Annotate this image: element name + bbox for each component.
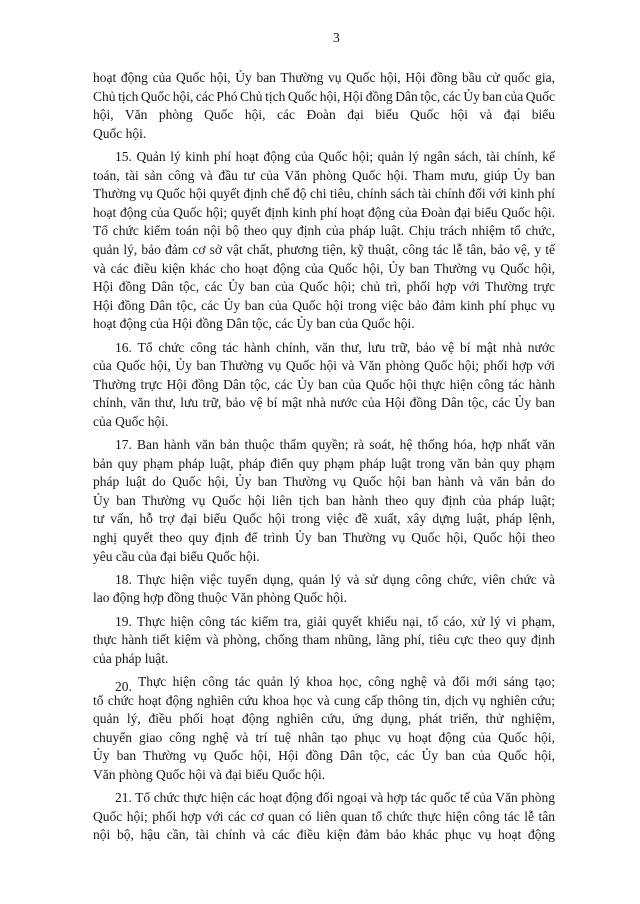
text-line: hoạt động của Quốc hội; quyết định kinh phí hoạt động của Đoàn đại biểu Quốc hội.	[93, 204, 555, 220]
clause-19	[93, 613, 555, 669]
line-text: Thực hiện công tác quản lý khoa học, công nghệ và đổi mới sáng tạo;	[137, 673, 555, 689]
text-line: hội, Văn phòng Quốc hội, các Đoàn đại biểu Quốc hội và đại biểu	[93, 107, 555, 123]
clause-number: 20.	[115, 678, 132, 694]
text-line: bản quy phạm pháp luật, pháp điển quy phạm pháp luật trong văn bản quy phạm	[93, 455, 555, 471]
text-line: hoạt động của Quốc hội, Ủy ban Thường vụ Quốc hội, Hội đồng bầu cử quốc gia,	[93, 70, 555, 85]
text-line: Hội đồng Dân tộc, các Ủy ban của Quốc hội; chủ trì, phối hợp với Thường trực	[93, 279, 555, 295]
clause-17	[93, 436, 555, 566]
text-line: chuyển giao công nghệ và trí tuệ nhân tạo phục vụ hoạt động của Quốc hội,	[93, 729, 555, 745]
text-line	[93, 613, 555, 632]
text-line: nội bộ, hậu cần, tài chính và các điều kiện đảm bảo khác phục vụ hoạt động	[93, 827, 555, 843]
text-line: Chủ tịch Quốc hội, các Phó Chủ tịch Quốc hội, Hội đồng Dân tộc, các Ủy ban của Quốc	[93, 88, 555, 104]
text-line: nghị quyết theo quy định để trình Ủy ban Thường vụ Quốc hội, Quốc hội theo	[93, 530, 555, 546]
text-line: chính, văn thư, lưu trữ, bảo vệ bí mật nhà nước của Hội đồng Dân tộc, các Ủy ban	[93, 395, 555, 411]
clause-number: 15.	[115, 148, 132, 164]
text-line: tư vấn, hỗ trợ đại biểu Quốc hội trong việc đề xuất, xây dựng luật, pháp lệnh,	[93, 511, 555, 527]
clause-15	[93, 148, 555, 334]
clause-21	[93, 789, 555, 845]
text-line	[93, 789, 555, 808]
text-line: Hội đồng Dân tộc, các Ủy ban của Quốc hội trong việc bảo đảm kinh phí phục vụ	[93, 297, 555, 313]
text-line: pháp luật do Quốc hội, Ủy ban Thường vụ Quốc hội ban hành và văn bản do	[93, 474, 555, 490]
text-line: Ủy ban Thường vụ Quốc hội, Hội đồng Dân tộc, các Ủy ban của Quốc hội,	[93, 748, 555, 764]
text-line: Thường trực Hội đồng Dân tộc, các Ủy ban của Quốc hội thực hiện công tác hành	[93, 376, 555, 392]
text-line: lao động hợp đồng thuộc Văn phòng Quốc hội.	[93, 590, 347, 606]
text-line: Thường vụ Quốc hội quyết định chế độ chi tiêu, chính sách tài chính đối với kinh phí	[93, 186, 555, 202]
text-line: tổ chức hoạt động nghiên cứu khoa học và cung cấp thông tin, dịch vụ nghiên cứu;	[93, 692, 555, 708]
text-line	[93, 571, 555, 590]
text-line: quản lý, bảo đảm cơ sở vật chất, phương tiện, kỹ thuật, công tác lễ tân, bảo vệ, y tế	[93, 241, 555, 257]
line-text: Quản lý kinh phí hoạt động của Quốc hội; quản lý ngân sách, tài chính, kế	[136, 148, 555, 164]
clause-18	[93, 571, 555, 608]
text-line: toán, tài sản công và đầu tư của Văn phòng Quốc hội. Tham mưu, giúp Ủy ban	[93, 167, 555, 183]
text-line	[93, 339, 555, 358]
text-line: quản lý, điều phối hoạt động nghiên cứu, ứng dụng, phát triển, thử nghiệm,	[93, 711, 555, 727]
clause-number: 18.	[115, 571, 132, 587]
clause-number: 16.	[115, 339, 132, 355]
text-line: và các điều kiện khác cho hoạt động của Quốc hội, Ủy ban Thường vụ Quốc hội,	[93, 260, 555, 276]
page-number: 3	[333, 30, 340, 45]
line-text: Tổ chức thực hiện các hoạt động đối ngoại và hợp tác quốc tế của Văn phòng	[135, 790, 555, 806]
text-line: hoạt động của Hội đồng Dân tộc, các Ủy ban của Quốc hội.	[93, 316, 415, 332]
text-line: của pháp luật.	[93, 650, 169, 666]
text-line: Tổ chức kiểm toán nội bộ theo quy định của pháp luật. Chịu trách nhiệm tổ chức,	[93, 223, 555, 239]
text-line: Văn phòng Quốc hội và đại biểu Quốc hội.	[93, 766, 326, 782]
text-line	[93, 148, 555, 167]
clause-number: 21.	[115, 790, 132, 806]
text-line: của Quốc hội, Ủy ban Thường vụ Quốc hội và Văn phòng Quốc hội; phối hợp với	[93, 358, 555, 374]
text-line: Quốc hội; phối hợp với các cơ quan có liên quan tổ chức thực hiện công tác lễ tân	[93, 808, 555, 824]
clause-number: 17.	[115, 437, 132, 453]
text-line: Quốc hội.	[93, 125, 147, 141]
clause-number: 19.	[115, 613, 132, 629]
line-text: Thực hiện công tác kiểm tra, giải quyết khiếu nại, tố cáo, xử lý vi phạm,	[136, 613, 555, 629]
text-line	[93, 436, 555, 455]
line-text: Ban hành văn bản thuộc thẩm quyền; rà soát, hệ thống hóa, hợp nhất văn	[137, 437, 555, 453]
clause-continuation	[93, 69, 555, 143]
document-body	[93, 69, 555, 845]
text-line: Ủy ban Thường vụ Quốc hội liên tịch ban hành theo quy định của pháp luật;	[93, 492, 555, 508]
clause-16	[93, 339, 555, 432]
text-line	[93, 673, 555, 692]
line-text: Tổ chức công tác hành chính, văn thư, lưu trữ, bảo vệ bí mật nhà nước	[137, 339, 555, 355]
text-line: của Quốc hội.	[93, 413, 169, 429]
line-text: Thực hiện việc tuyển dụng, quản lý và sử dụng công chức, viên chức và	[137, 571, 555, 587]
text-line: thực hành tiết kiệm và phòng, chống tham nhũng, lãng phí, tiêu cực theo quy định	[93, 632, 555, 648]
text-line: yêu cầu của đại biểu Quốc hội.	[93, 548, 260, 564]
clause-20	[93, 673, 555, 785]
